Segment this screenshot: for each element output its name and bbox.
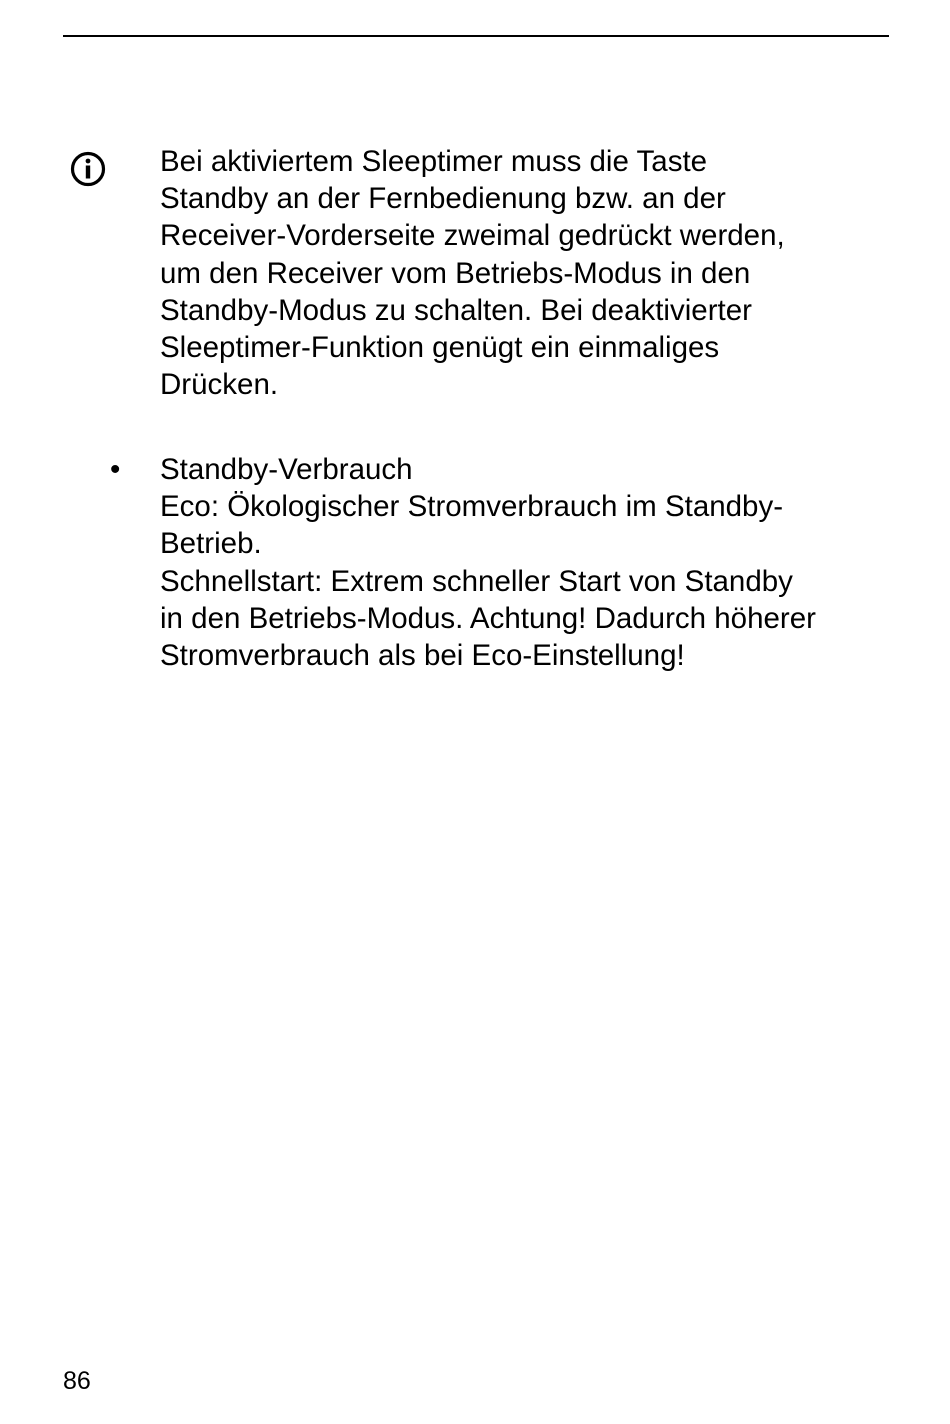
note-line: um den Receiver vom Betriebs-Modus in den <box>160 256 751 290</box>
info-icon <box>69 150 107 188</box>
bullet-line: Stromverbrauch als bei Eco-Einstellung! <box>160 639 685 673</box>
bullet-line: Standby-Verbrauch <box>160 453 413 486</box>
bullet-item-standby-consumption <box>160 451 900 674</box>
bullet-line: in den Betriebs-Modus. Achtung! Dadurch höherer <box>160 601 816 635</box>
note-line: Bei aktiviertem Sleeptimer muss die Taste <box>160 145 708 178</box>
note-line: Drücken. <box>160 368 279 402</box>
bullet-marker: • <box>110 453 121 486</box>
page-number: 86 <box>63 1367 91 1395</box>
bullet-line: Betrieb. <box>160 527 262 561</box>
info-note <box>160 143 890 403</box>
bullet-line: Eco: Ökologischer Stromverbrauch im Standby- <box>160 490 784 524</box>
note-line: Sleeptimer-Funktion genügt ein einmaliges <box>160 331 720 365</box>
header-rule <box>63 35 889 37</box>
bullet-line: Schnellstart: Extrem schneller Start von Standby <box>160 564 793 598</box>
note-line: Receiver-Vorderseite zweimal gedrückt werden, <box>160 219 785 253</box>
note-line: Standby an der Fernbedienung bzw. an der <box>160 182 726 216</box>
note-line: Standby-Modus zu schalten. Bei deaktivierter <box>160 293 752 327</box>
